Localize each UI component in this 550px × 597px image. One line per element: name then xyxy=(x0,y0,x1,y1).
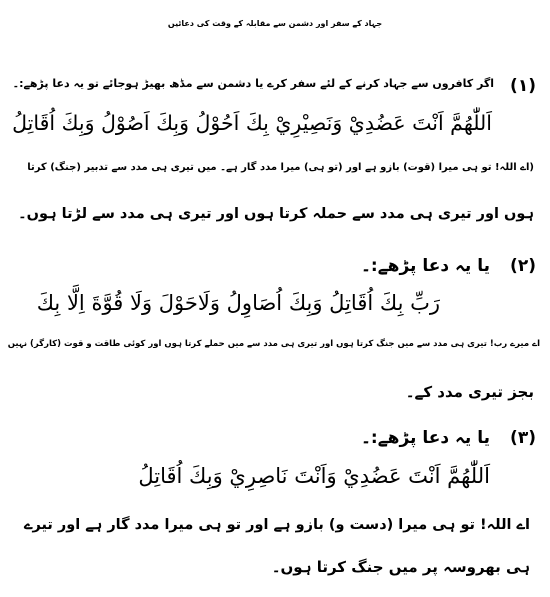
section2-translation-line2: بجز تیری مدد کے۔ xyxy=(405,383,534,401)
section3-arabic-dua: اَللّٰهُمَّ اَنْتَ عَضُدِيْ وَاَنْتَ نَاصِرِيْ وَبِكَ اُقَاتِلُ xyxy=(138,464,490,488)
section1-number: (۱) xyxy=(510,76,536,96)
section3-translation-line1: اے اللہ! تو ہی میرا (دست و) بازو ہے اور تو ہی میرا مدد گار ہے اور تیرے xyxy=(23,517,530,533)
section1-arabic-dua: اَللّٰهُمَّ اَنْتَ عَضُدِيْ وَنَصِيْرِيْ بِكَ اَحُوْلُ وَبِكَ اَصُوْلُ وَبِكَ اُقَاتِلُ xyxy=(12,111,492,135)
section2-arabic-dua: رَبِّ بِكَ اُقَاتِلُ وَبِكَ اُصَاوِلُ وَلَاحَوْلَ وَلَا قُوَّةَ اِلَّا بِكَ xyxy=(36,291,440,315)
section2-translation-line1: اے میرے رب! تیری ہی مدد سے میں جنگ کرتا ہوں اور تیری ہی مدد سے میں حملے کرتا ہوں اور کوئی طاقت و قوت (کارگر) نہیں xyxy=(7,339,540,349)
section3-intro: یا یہ دعا پڑھے:۔ xyxy=(360,428,490,448)
section1-translation-line1: (اے اللہ! تو ہی میرا (قوت) بازو ہے اور (تو ہی) میرا مدد گار ہے۔ میں تیری ہی مدد سے تدبیر (جنگ) کرتا xyxy=(27,162,534,173)
section3-translation-line2: ہی بھروسہ پر میں جنگ کرتا ہوں۔ xyxy=(271,558,530,576)
section1-intro: اگر کافروں سے جہاد کرنے کے لئے سفر کرے یا دشمن سے مڈھ بھیڑ ہوجائے تو یہ دعا پڑھے:۔ xyxy=(12,77,494,90)
section1-translation-line2: ہوں اور تیری ہی مدد سے حملہ کرتا ہوں اور تیری ہی مدد سے لڑتا ہوں۔ xyxy=(18,206,534,222)
section2-number: (۲) xyxy=(510,256,536,276)
section2-intro: یا یہ دعا پڑھے:۔ xyxy=(360,256,490,276)
section3-number: (۳) xyxy=(510,428,536,448)
page-title: جہاد کے سفر اور دشمن سے مقابلہ کے وقت کی دعائیں xyxy=(167,19,383,28)
